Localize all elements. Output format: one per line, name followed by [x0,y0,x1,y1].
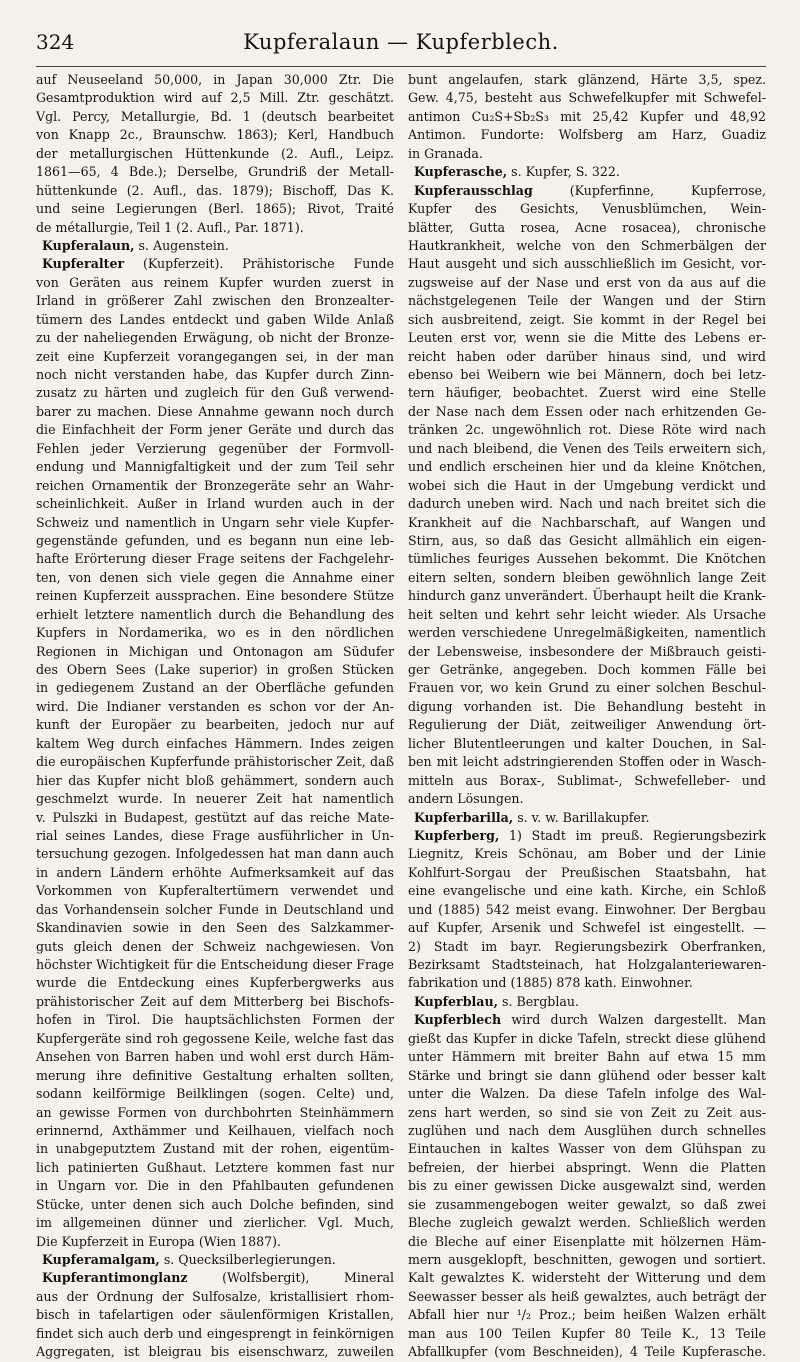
line-text: von Geräten aus reinem Kupfer wurden zuerst in [36,274,394,290]
text-line [36,919,394,937]
line-text: Fehlen jeder Verzierung gegenüber der Formvoll- [36,440,394,456]
text-line [36,1030,394,1048]
line-text: v. Pulszki in Budapest, gestützt auf das reiche Mate- [36,809,394,825]
line-text: reicht haben oder darüber hinaus sind, und wird [408,348,766,364]
text-line [36,89,394,107]
line-text: de métallurgie, Teil 1 (2. Aufl., Par. 1871). [36,219,304,235]
entry-start-line [36,237,394,255]
line-text: Antimon. Fundorte: Wolfsberg am Harz, Guadiz [408,127,766,143]
line-text: prähistorischer Zeit auf dem Mitterberg bei Bischofs- [36,993,394,1009]
text-line [36,274,394,292]
text-line [408,1177,766,1195]
text-line [408,1214,766,1232]
line-text: 2) Stadt im bayr. Regierungsbezirk Oberfranken, [408,938,766,954]
line-text: sodann keilförmige Beilklingen (sogen. Celte) und, [36,1086,394,1102]
line-text: dadurch uneben wird. Nach und nach breitet sich die [408,496,766,512]
text-line [36,126,394,144]
text-line [408,329,766,347]
line-text: bunt angelaufen, stark glänzend, Härte 3,5, spez. [408,72,766,87]
entry-headword: Kupferamalgam, [42,1252,160,1267]
entry-start-line [408,809,766,827]
line-text: erinnernd, Axthämmer und Keilhauen, vielfach noch [36,1122,394,1138]
line-text: bis zu einer gewissen Dicke ausgewalzt sind, werden [408,1178,766,1194]
text-line [36,753,394,771]
line-text: tränken 2c. ungewöhnlich rot. Diese Röte wird nach [408,422,766,438]
line-text: rial seines Landes, diese Frage ausführlicher in Un- [36,827,394,843]
text-line [36,219,394,237]
line-text: Gew. 4,75, besteht aus Schwefelkupfer mit Schwefel- [408,90,766,106]
text-line [408,956,766,974]
line-text: licher Blutentleerungen und kalter Douchen, in Sal- [408,735,766,751]
line-text: (Kupferfinne, Kupferrose, [532,182,766,198]
line-text: reinen Kupferzeit aussprachen. Eine besondere Stütze [36,588,394,604]
line-text: kunft der Europäer zu bearbeiten, jedoch nur auf [36,717,394,733]
entry-headword: Kupferantimonglanz [42,1270,188,1286]
entry-headword: Kupferbarilla, [414,809,514,825]
text-line [36,1104,394,1122]
text-line [36,661,394,679]
text-line [408,919,766,937]
line-text: die europäischen Kupferfunde prähistorischer Zeit, daß [36,754,394,770]
text-line [36,882,394,900]
line-text: das Vorhandensein solcher Funde in Deutschland und [36,901,394,917]
text-line [36,421,394,439]
entry-headword: Kupferblech [414,1012,502,1028]
line-text: Abfall hier nur ¹/₂ Proz.; beim heißen Walzen erhält [408,1307,766,1323]
line-text: des Obern Sees (Lake superior) in großen Stücken [36,662,394,677]
text-line [408,938,766,956]
text-line [36,1048,394,1066]
text-line [36,1140,394,1158]
text-line [36,532,394,550]
line-text: Schweiz und namentlich in Ungarn sehr viele Kupfer- [36,514,394,530]
line-text: und seine Legierungen (Berl. 1865); Rivot, Traité [36,201,394,217]
entry-headword: Kupferblau, [414,993,498,1009]
text-line [408,348,766,366]
line-text: noch nicht verstanden habe, das Kupfer durch Zinn- [36,367,394,382]
line-text: fabrikation und (1885) 878 kath. Einwohner. [408,975,693,991]
entry-headword: Kupferausschlag [414,182,533,198]
entry-start-line [408,1011,766,1029]
text-line [408,772,766,790]
line-text: höchster Wichtigkeit für die Entscheidung dieser Frage [36,957,394,972]
text-line [408,292,766,310]
line-text: zu der naheliegenden Erwägung, ob nicht der Bronze- [36,330,394,346]
line-text: Vorkommen von Kupferaltertümern verwendet und [36,883,394,899]
text-line [408,495,766,513]
line-text: 1861—65, 4 Bde.); Derselbe, Grundriß der Metall- [36,164,394,180]
line-text: kaltem Weg durch einfaches Hämmern. Indes zeigen [36,735,394,751]
line-text: Irland in größerer Zahl zwischen den Bronzealter- [36,293,394,309]
text-line [408,864,766,882]
line-text: die Bleche auf einer Eisenplatte mit hölzernen Häm- [408,1233,766,1249]
line-text: in andern Ländern erhöhte Aufmerksamkeit auf das [36,864,394,880]
line-text: zusatz zu härten und zugleich für den Guß verwend- [36,385,394,401]
line-text: sich ausbreitend, zeigt. Sie kommt in der Regel bei [408,311,766,327]
line-text: endung und Mannigfaltigkeit und der zum Teil sehr [36,459,394,475]
text-line [36,1343,394,1361]
text-line [36,108,394,126]
text-line [408,1067,766,1085]
line-text: Vgl. Percy, Metallurgie, Bd. 1 (deutsch bearbeitet [36,108,394,124]
text-line [408,901,766,919]
text-line [36,938,394,956]
line-text: an gewisse Formen von durchbohrten Steinhämmern [36,1104,394,1120]
text-line [36,292,394,310]
line-text: Liegnitz, Kreis Schönau, am Bober und der Linie [408,846,766,862]
line-text: merung ihre definitive Gestaltung erhalten sollten, [36,1067,394,1083]
line-text: auf Neuseeland 50,000, in Japan 30,000 Ztr. Die [36,72,394,87]
line-text: Stücke, unter denen sich auch Dolche befinden, sind [36,1196,394,1212]
text-line [36,348,394,366]
line-text: und endlich erscheinen hier und da kleine Knötchen, [408,459,766,475]
text-line [36,901,394,919]
line-text: gießt das Kupfer in dicke Tafeln, streckt diese glühend [408,1030,766,1046]
text-line [408,421,766,439]
text-line [408,587,766,605]
line-text: 1) Stadt im preuß. Regierungsbezirk [499,827,766,843]
line-text: blätter, Gutta rosea, Acne rosacea), chronische [408,219,766,235]
text-line [408,1140,766,1158]
text-line [408,126,766,144]
line-text: gegenstände gefunden, und es begann nun eine leb- [36,532,394,548]
line-text: Stärke und bringt sie dann glühend oder besser kalt [408,1067,766,1083]
line-text: ben mit leicht adstringierenden Stoffen oder in Wasch- [408,754,766,770]
text-line [36,1085,394,1103]
line-text: Skandinavien sowie in den Seen des Salzkammer- [36,920,394,936]
line-text: Regulierung der Diät, zeitweiliger Anwendung ört- [408,717,766,733]
line-text: digung vorhanden ist. Die Behandlung besteht in [408,698,766,714]
entry-headword: Kupferalaun, [42,237,135,253]
line-text: barer zu machen. Diese Annahme gewann noch durch [36,403,394,419]
text-line [408,311,766,329]
text-line [408,1030,766,1048]
text-line [36,679,394,697]
text-line [36,550,394,568]
text-line [408,403,766,421]
line-text: Kohlfurt-Sorgau der Preußischen Staatsbahn, hat [408,864,766,880]
text-line [408,679,766,697]
line-text: Eintauchen in kaltes Wasser von dem Glühspan zu [408,1141,766,1157]
entry-start-line [408,993,766,1011]
text-line [408,1233,766,1251]
line-text: in gediegenem Zustand an der Oberfläche gefunden [36,680,394,696]
right-column [408,71,766,1362]
line-text: Bleche zugleich gewalzt werden. Schließlich werden [408,1215,766,1231]
text-line [408,219,766,237]
text-line [36,643,394,661]
text-line [408,882,766,900]
line-text: Frauen vor, wo kein Grund zu einer solchen Beschul- [408,680,766,696]
line-text: in unabgeputztem Zustand mit der rohen, eigentüm- [36,1141,394,1157]
line-text: s. Bergblau. [498,993,579,1009]
entry-headword: Kupferalter [42,256,125,272]
text-line [36,440,394,458]
text-line [36,163,394,181]
text-line [408,790,766,808]
line-text: eitern selten, sondern bleiben gewöhnlich lange Zeit [408,569,766,585]
line-text: Leuten erst vor, wenn sie die Mitte des Lebens er- [408,330,766,346]
text-line [36,1122,394,1140]
line-text: aus der Ordnung der Sulfosalze, kristallisiert rhom- [36,1288,394,1304]
text-line [36,864,394,882]
text-line [408,845,766,863]
text-line [36,956,394,974]
text-line [36,624,394,642]
line-text: bisch in tafelartigen oder säulenförmigen Kristallen, [36,1307,394,1323]
text-line [408,735,766,753]
line-text: andern Lösungen. [408,791,524,807]
line-text: der metallurgischen Hüttenkunde (2. Aufl., Leipz. [36,145,394,161]
line-text: Stirn, aus, so daß das Gesicht allmählich ein eigen- [408,532,766,548]
text-line [408,366,766,384]
text-line [36,1325,394,1343]
line-text: und (1885) 542 meist evang. Einwohner. Der Bergbau [408,901,766,917]
line-text: in Granada. [408,145,483,161]
line-text: Haut ausgeht und sich ausschließlich im Gesicht, vor- [408,256,766,272]
line-text: Aggregaten, ist bleigrau bis eisenschwarz, zuweilen [36,1344,394,1360]
line-text: tern häufiger, beobachtet. Zuerst wird eine Stelle [408,385,766,401]
text-line [36,735,394,753]
text-line [408,1251,766,1269]
text-line [408,974,766,992]
line-text: tümliches feuriges Aussehen bekommt. Die Knötchen [408,551,766,567]
line-text: der Nase nach dem Essen oder nach erhitzenden Ge- [408,403,766,419]
running-title: Kupferalaun — Kupferblech. [243,30,559,54]
line-text: Die Kupferzeit in Europa (Wien 1887). [36,1233,282,1249]
text-line [36,587,394,605]
line-text: sie zusammengebogen weiter gewalzt, so daß zwei [408,1196,766,1212]
text-line [408,643,766,661]
entry-start-line [36,1269,394,1287]
text-line [36,827,394,845]
line-text: der Lebensweise, insbesondere der Mißbrauch geisti- [408,643,766,659]
text-line [408,698,766,716]
text-line [36,182,394,200]
line-text: findet sich auch derb und eingesprengt in feinkörnigen [36,1325,394,1341]
text-line [408,458,766,476]
text-line [36,1233,394,1251]
text-line [408,89,766,107]
text-line [408,384,766,402]
line-text: zens hart werden, so sind sie von Zeit zu Zeit aus- [408,1104,766,1120]
text-line [408,108,766,126]
line-text: Regionen in Michigan und Ontonagon am Südufer [36,643,394,659]
line-text: eine evangelische und eine kath. Kirche, ein Schloß [408,883,766,899]
line-text: ger Getränke, angegeben. Doch kommen Fälle bei [408,662,766,677]
text-line [36,606,394,624]
text-line [36,1177,394,1195]
text-line [36,514,394,532]
line-text: zeit eine Kupferzeit vorangegangen sei, in der man [36,348,394,364]
line-text: tersuchung gezogen. Infolgedessen hat man dann auch [36,846,394,862]
line-text: werden verschiedene Unregelmäßigkeiten, namentlich [408,625,766,641]
text-line [36,772,394,790]
text-line [408,200,766,218]
text-line [408,1159,766,1177]
text-line [408,71,766,89]
text-line [408,1122,766,1140]
text-line [36,698,394,716]
line-text: ebenso bei Weibern wie bei Männern, doch bei letz- [408,367,766,382]
text-line [408,1306,766,1324]
line-text: auf Kupfer, Arsenik und Schwefel ist eingestellt. — [408,920,766,936]
line-text: Kalt gewalztes K. widersteht der Witterung und dem [408,1270,766,1286]
text-line [408,606,766,624]
line-text: mitteln aus Borax-, Sublimat-, Schwefelleber- und [408,772,766,788]
text-line [408,753,766,771]
line-text: mern ausgeklopft, beschnitten, gewogen und sortiert. [408,1252,766,1267]
text-line [408,145,766,163]
entry-headword: Kupferberg, [414,827,500,843]
text-line [36,1196,394,1214]
text-line [36,1159,394,1177]
line-text: antimon Cu₂S+Sb₂S₃ mit 25,42 Kupfer und 48,92 [408,108,766,124]
text-line [408,1269,766,1287]
line-text: scheinlichkeit. Außer in Irland wurden auch in der [36,496,394,512]
line-text: wird durch Walzen dargestellt. Man [501,1012,766,1028]
text-line [36,716,394,734]
entry-start-line [408,182,766,200]
line-text: unter Hämmern mit breiter Bahn auf etwa 15 mm [408,1049,766,1065]
text-line [408,1325,766,1343]
text-columns [36,71,766,1362]
text-line [408,1288,766,1306]
page-number: 324 [36,30,75,54]
text-line [408,1104,766,1122]
text-line [408,237,766,255]
text-line [36,1067,394,1085]
line-text: (Kupferzeit). Prähistorische Funde [124,256,394,272]
left-column [36,71,394,1362]
entry-headword: Kupferasche, [414,164,508,180]
line-text: Bezirksamt Stadtsteinach, hat Holzgalanteriewaren- [408,957,766,972]
text-line [408,716,766,734]
line-text: tümern des Landes entdeckt und gaben Wilde Anlaß [36,311,394,327]
entry-start-line [408,163,766,181]
line-text: die Einfachheit der Form jener Geräte und durch das [36,422,394,438]
line-text: zuglühen und nach dem Ausglühen durch schnelles [408,1122,766,1138]
line-text: heit selten und kehrt sehr leicht wieder. Als Ursache [408,606,766,622]
line-text: Hautkrankheit, welche von den Schmerbälgen der [408,237,766,253]
text-line [36,1306,394,1324]
entry-start-line [36,255,394,273]
text-line [408,440,766,458]
text-line [408,1343,766,1361]
text-line [36,993,394,1011]
line-text: Kupfergeräte sind roh gegossene Keile, welche fast das [36,1030,394,1046]
text-line [408,550,766,568]
text-line [36,495,394,513]
entry-start-line [36,1251,394,1269]
text-line [36,311,394,329]
text-line [408,569,766,587]
text-line [36,569,394,587]
entry-start-line [408,827,766,845]
text-line [36,366,394,384]
line-text: Krankheit auf die Nachbarschaft, auf Wangen und [408,514,766,530]
line-text: Ansehen von Barren haben und wohl erst durch Häm- [36,1049,394,1065]
line-text: erhielt letztere namentlich durch die Behandlung des [36,606,394,622]
page-header [36,30,766,66]
text-line [408,274,766,292]
line-text: befreien, der hierbei abspringt. Wenn die Platten [408,1159,766,1175]
line-text: s. Augenstein. [134,237,229,253]
line-text: von Knapp 2c., Braunschw. 1863); Kerl, Handbuch [36,127,394,143]
text-line [408,514,766,532]
text-line [408,624,766,642]
line-text: unter die Walzen. Da diese Tafeln infolge des Wal- [408,1086,766,1102]
text-line [408,1085,766,1103]
text-line [408,532,766,550]
line-text: Gesamtproduktion wird auf 2,5 Mill. Ztr. geschätzt. [36,90,394,106]
line-text: hafte Erörterung dieser Frage seitens der Fachgelehr- [36,551,394,567]
line-text: guts gleich denen der Schweiz nachgewiesen. Von [36,938,394,954]
line-text: s. v. w. Barillakupfer. [513,809,650,825]
line-text: in Ungarn vor. Die in den Pfahlbauten gefundenen [36,1178,394,1194]
line-text: s. Quecksilberlegierungen. [159,1252,336,1267]
text-line [36,458,394,476]
line-text: hier das Kupfer nicht bloß gehämmert, sondern auch [36,772,394,788]
line-text: und nach bleibend, die Venen des Teils erweitern sich, [408,440,766,456]
line-text: lich patinierten Gußhaut. Letztere kommen fast nur [36,1159,394,1175]
text-line [36,329,394,347]
line-text: Abfallkupfer (vom Beschneiden), 4 Teile Kupferasche. [408,1344,766,1360]
line-text: hüttenkunde (2. Aufl., das. 1879); Bischoff, Das K. [36,182,394,198]
line-text: Seewasser besser als heiß gewalztes, auch beträgt der [408,1288,766,1304]
line-text: nächstgelegenen Teile der Wangen und der Stirn [408,293,766,309]
text-line [36,71,394,89]
text-line [36,477,394,495]
line-text: s. Kupfer, S. 322. [507,164,620,180]
header-rule [36,66,766,67]
text-line [36,809,394,827]
line-text: hindurch ganz unverändert. Überhaupt heilt die Krank- [408,588,766,604]
line-text: Kupfer des Gesichts, Venusblümchen, Wein- [408,201,766,217]
text-line [36,790,394,808]
line-text: (Wolfsbergit), Mineral [187,1270,394,1286]
text-line [408,661,766,679]
line-text: zugsweise auf der Nase und erst von da aus auf die [408,274,766,290]
text-line [36,403,394,421]
text-line [36,974,394,992]
line-text: wobei sich die Haut in der Umgebung verdickt und [408,477,766,493]
text-line [408,1048,766,1066]
text-line [36,1011,394,1029]
line-text: geschmelzt wurde. In neuerer Zeit hat namentlich [36,791,394,807]
line-text: reichen Ornamentik der Bronzegeräte sehr an Wahr- [36,477,394,493]
line-text: Kupfers in Nordamerika, wo es in den nördlichen [36,625,394,641]
text-line [36,1214,394,1232]
line-text: wurde die Entdeckung eines Kupferbergwerks aus [36,975,394,991]
text-line [36,145,394,163]
line-text: im allgemeinen dünner und zierlicher. Vgl. Much, [36,1215,394,1231]
line-text: wird. Die Indianer verstanden es schon vor der An- [36,698,394,714]
text-line [408,477,766,495]
text-line [36,200,394,218]
text-line [408,255,766,273]
text-line [408,1196,766,1214]
line-text: ten, von denen sich viele gegen die Annahme einer [36,569,394,585]
line-text: hofen in Tirol. Die hauptsächlichsten Formen der [36,1012,394,1028]
text-line [36,845,394,863]
line-text: man aus 100 Teilen Kupfer 80 Teile K., 13 Teile [408,1325,766,1341]
text-line [36,1288,394,1306]
text-line [36,384,394,402]
